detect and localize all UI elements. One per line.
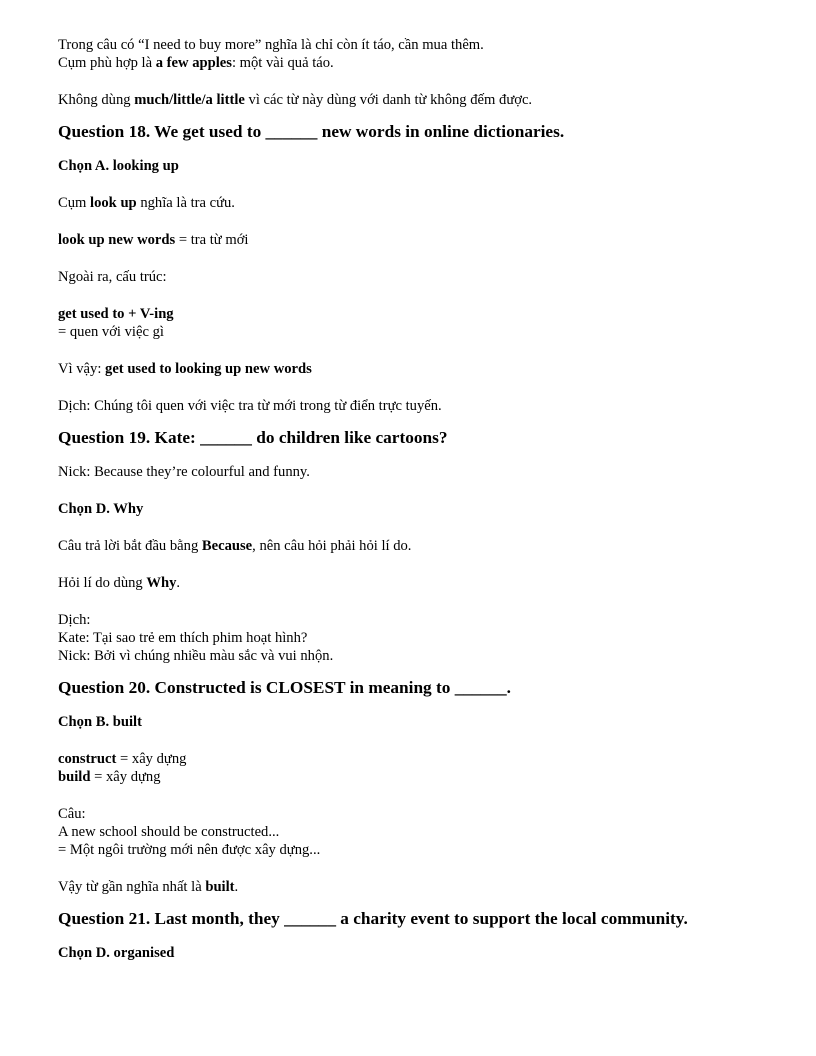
text: . [176,575,181,591]
bold-text: build [58,769,91,785]
bold-text: look up [90,195,137,211]
q20-conclusion [58,878,778,896]
q19-explanation-2 [58,574,778,592]
text: : một vài quả táo. [231,55,334,71]
bold-text: Because [201,538,253,554]
text: = tra từ mới [175,232,249,248]
q18-explanation-2 [58,231,778,249]
q18-explanation-6 [58,360,778,378]
intro-line-1: Trong câu có “I need to buy more” nghĩa là chỉ còn ít táo, cần mua thêm. [58,37,484,53]
q18-explanation-1 [58,194,778,212]
intro-line-3 [58,91,778,109]
question-19-heading: Question 19. Kate: ______ do children like cartoons? [58,428,448,447]
q18-explanation-3: Ngoài ra, cấu trúc: [58,269,167,285]
question-18-heading: Question 18. We get used to ______ new words in online dictionaries. [58,122,565,141]
bold-text: Why [146,575,177,591]
text: Cụm [58,195,91,211]
text: Cụm phù hợp là [58,55,156,71]
text: Hỏi lí do dùng [58,575,147,591]
document-page [58,36,778,962]
question-20-answer: Chọn B. built [58,714,142,730]
bold-text: built [205,879,235,895]
question-19-answer: Chọn D. Why [58,501,144,517]
question-18-answer: Chọn A. looking up [58,158,179,174]
question-20-heading: Question 20. Constructed is CLOSEST in meaning to ______. [58,678,511,697]
q18-explanation-4 [58,305,778,323]
q19-translation-nick: Nick: Bởi vì chúng nhiều màu sắc và vui nhộn. [58,648,334,664]
bold-text: construct [58,751,117,767]
text: vì các từ này dùng với danh từ không đếm được. [244,92,533,108]
bold-text: get used to looking up new words [105,361,312,377]
question-21-answer: Chọn D. organised [58,945,175,961]
q20-sentence-label: Câu: [58,806,86,822]
bold-text: look up new words [58,232,176,248]
q19-explanation-1 [58,537,778,555]
text: Không dùng [58,92,135,108]
bold-text: get used to + V-ing [58,306,174,322]
q19-translation-label: Dịch: [58,612,91,628]
intro-line-2 [58,54,778,72]
text: nghĩa là tra cứu. [136,195,235,211]
text: , nên câu hỏi phải hỏi lí do. [252,538,412,554]
q19-nick-line: Nick: Because they’re colourful and funny. [58,464,310,480]
text: Vậy từ gần nghĩa nhất là [58,879,206,895]
text: = xây dựng [90,769,161,785]
bold-text: a few apples [155,55,232,71]
question-21-heading: Question 21. Last month, they ______ a charity event to support the local community. [58,909,688,928]
q18-translation: Dịch: Chúng tôi quen với việc tra từ mới trong từ điển trực tuyến. [58,398,442,414]
q19-translation-kate: Kate: Tại sao trẻ em thích phim hoạt hình? [58,630,308,646]
q20-sentence-vi: = Một ngôi trường mới nên được xây dựng... [58,842,321,858]
text: . [234,879,239,895]
text: Câu trả lời bắt đầu bằng [58,538,202,554]
text: Vì vậy: [58,361,106,377]
q20-explanation-2 [58,768,778,786]
q18-explanation-5: = quen với việc gì [58,324,164,340]
q20-sentence-en: A new school should be constructed... [58,824,280,840]
bold-text: much/little/a little [134,92,245,108]
q20-explanation-1 [58,750,778,768]
text: = xây dựng [116,751,187,767]
